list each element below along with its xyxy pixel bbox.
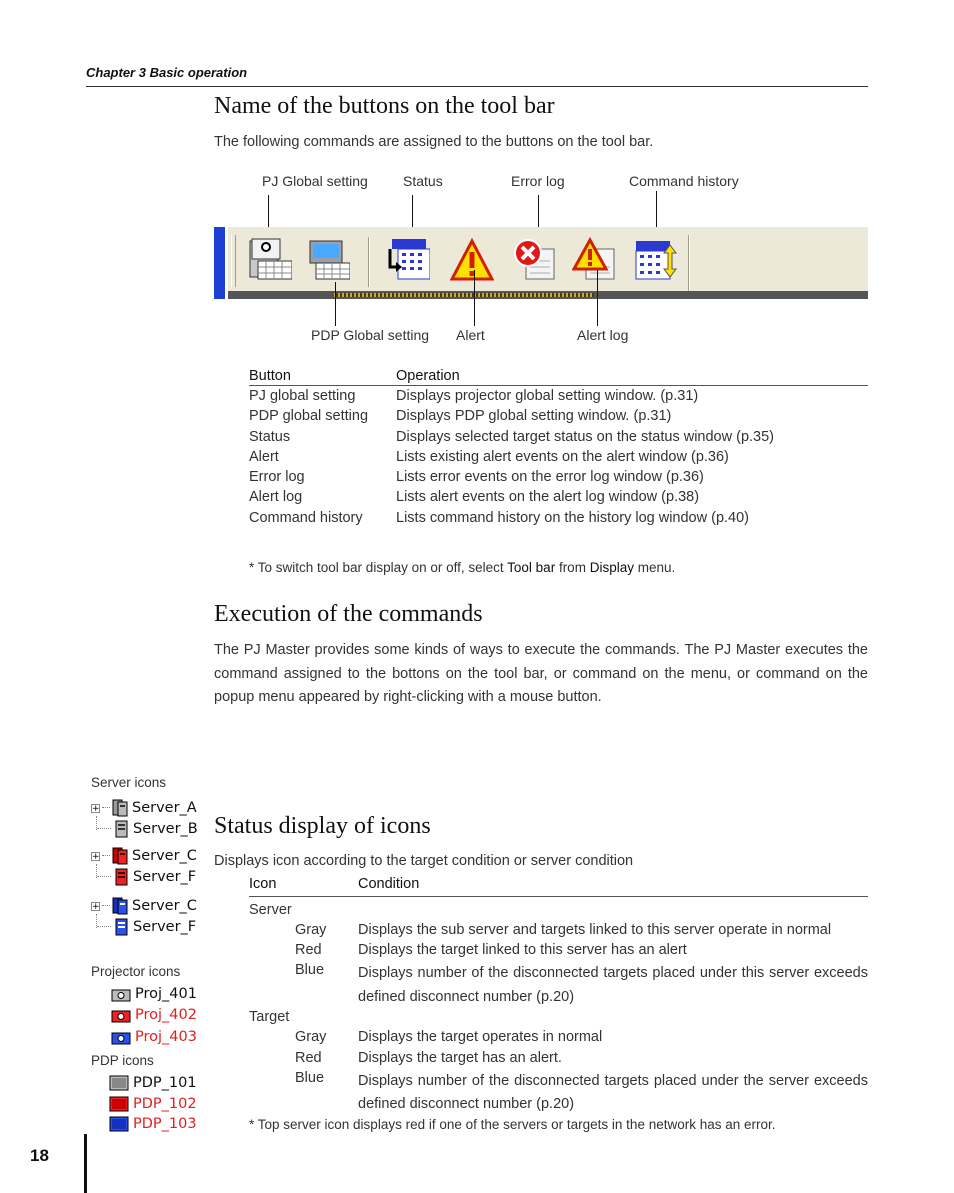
button-name: Command history bbox=[249, 509, 363, 526]
chapter-header: Chapter 3 Basic operation bbox=[86, 65, 248, 80]
tree-item-server[interactable] bbox=[91, 846, 197, 866]
server-gray-group-icon bbox=[112, 799, 128, 817]
toolbar-intro: The following commands are assigned to the buttons on the tool bar. bbox=[214, 134, 654, 150]
tree-item-projector[interactable] bbox=[111, 1005, 197, 1025]
callout-error-log: Error log bbox=[511, 173, 565, 189]
status-color-label: Blue bbox=[295, 962, 325, 978]
pdp-global-setting-icon bbox=[306, 237, 350, 283]
button-name: Alert log bbox=[249, 489, 303, 506]
table-row bbox=[249, 469, 868, 489]
table-row bbox=[249, 510, 868, 530]
callout-pdp-global-setting: PDP Global setting bbox=[311, 327, 430, 343]
table-header-operation: Operation bbox=[396, 368, 868, 386]
projector-red-icon bbox=[111, 1006, 131, 1024]
status-condition-text: Displays number of the disconnected targets placed under this server exceeds defined disconnect number (p.20) bbox=[358, 965, 868, 1005]
button-name: PDP global setting bbox=[249, 408, 369, 425]
alert-button[interactable] bbox=[450, 237, 494, 283]
alert-log-button[interactable] bbox=[572, 237, 616, 283]
pdp-gray-icon bbox=[109, 1074, 129, 1092]
status-color-label: Gray bbox=[295, 1029, 327, 1045]
tree-item-projector[interactable] bbox=[111, 1027, 197, 1047]
alert-icon bbox=[450, 237, 494, 283]
table-header-button: Button bbox=[249, 368, 396, 386]
tree-item-pdp[interactable] bbox=[109, 1114, 197, 1134]
status-button[interactable] bbox=[386, 237, 430, 283]
tree-item-projector[interactable] bbox=[111, 984, 197, 1004]
status-condition-text: Displays the target operates in normal bbox=[358, 1029, 603, 1045]
button-operation-table bbox=[249, 368, 868, 530]
pdp-name: PDP_102 bbox=[133, 1096, 197, 1112]
callout-alert-log: Alert log bbox=[577, 327, 629, 343]
command-history-icon bbox=[634, 237, 678, 283]
window-edge bbox=[214, 227, 225, 299]
button-name: PJ global setting bbox=[249, 388, 356, 404]
table-row bbox=[249, 386, 868, 409]
server-name: Server_C bbox=[132, 898, 197, 914]
expand-icon[interactable]: + bbox=[92, 851, 100, 862]
header-rule bbox=[86, 86, 868, 87]
pdp-red-icon bbox=[109, 1095, 129, 1113]
tree-connector bbox=[97, 876, 111, 878]
table-row bbox=[249, 408, 868, 428]
status-color-label: Gray bbox=[295, 922, 327, 938]
table-row bbox=[249, 449, 868, 469]
expand-icon[interactable]: + bbox=[92, 803, 100, 814]
note-menu-toolbar: Tool bar bbox=[507, 560, 556, 575]
button-name: Alert bbox=[249, 448, 279, 465]
status-condition-text: Displays the sub server and targets linked to this server operate in normal bbox=[358, 922, 832, 938]
pdp-icons-label: PDP icons bbox=[91, 1053, 154, 1068]
note-suffix: menu. bbox=[633, 560, 676, 575]
toolbar-separator bbox=[368, 237, 370, 287]
toolbar-section-title: Name of the buttons on the tool bar bbox=[214, 93, 555, 119]
tree-item-server[interactable] bbox=[91, 798, 197, 818]
projector-icons-label: Projector icons bbox=[91, 964, 181, 979]
error-log-button[interactable] bbox=[512, 237, 556, 283]
projector-name: Proj_403 bbox=[135, 1029, 197, 1045]
server-name: Server_A bbox=[132, 800, 197, 816]
tree-connector bbox=[97, 926, 111, 928]
command-history-button[interactable] bbox=[634, 237, 678, 283]
tree-item-server[interactable] bbox=[97, 917, 196, 937]
tree-connector bbox=[102, 905, 110, 907]
note-prefix: * To switch tool bar display on or off, select bbox=[249, 560, 508, 575]
status-condition-text: Displays the target linked to this server has an alert bbox=[358, 942, 687, 958]
status-group-server: Server bbox=[249, 902, 292, 918]
table-header-row bbox=[249, 368, 868, 386]
operation-text: Lists error events on the error log window (p.36) bbox=[396, 469, 704, 486]
operation-text: Displays selected target status on the status window (p.35) bbox=[396, 428, 774, 445]
status-header-condition: Condition bbox=[358, 876, 420, 892]
tree-item-server[interactable] bbox=[91, 896, 197, 916]
server-name: Server_C bbox=[132, 848, 197, 864]
status-color-label: Red bbox=[295, 942, 322, 958]
status-condition-text: Displays number of the disconnected targets placed under the server exceeds defined disconnect number (p.20) bbox=[358, 1073, 868, 1112]
status-intro: Displays icon according to the target condition or server condition bbox=[214, 853, 634, 869]
leader-line bbox=[474, 270, 475, 326]
status-section-title: Status display of icons bbox=[214, 813, 431, 839]
server-red-group-icon bbox=[112, 847, 128, 865]
projector-name: Proj_401 bbox=[135, 986, 197, 1002]
server-red-icon bbox=[113, 868, 129, 886]
server-gray-icon bbox=[113, 820, 129, 838]
callout-alert: Alert bbox=[456, 327, 485, 343]
status-header-icon: Icon bbox=[249, 876, 277, 892]
alert-log-icon bbox=[572, 237, 616, 283]
execution-body: The PJ Master provides some kinds of ways to execute the commands. The PJ Master executes the command assigned to the bottons on the tool bar, or command on the menu, or command on the popup menu appeared by right-clicking with a mouse button. bbox=[214, 642, 868, 705]
projector-blue-icon bbox=[111, 1028, 131, 1046]
tree-connector bbox=[102, 807, 110, 809]
toolbar-note bbox=[249, 560, 675, 575]
toolbar-screenshot bbox=[214, 227, 868, 299]
operation-text: Displays PDP global setting window. (p.31) bbox=[396, 408, 672, 425]
status-group-target: Target bbox=[249, 1009, 290, 1025]
projector-gray-icon bbox=[111, 985, 131, 1003]
note-mid: from bbox=[555, 560, 590, 575]
pj-global-setting-icon bbox=[248, 237, 292, 283]
server-icons-label: Server icons bbox=[91, 775, 167, 790]
leader-line bbox=[597, 270, 598, 326]
pdp-name: PDP_101 bbox=[133, 1075, 197, 1091]
leader-line bbox=[335, 282, 336, 326]
note-menu-display: Display bbox=[589, 560, 634, 575]
tree-item-server[interactable] bbox=[97, 819, 198, 839]
projector-name: Proj_402 bbox=[135, 1007, 197, 1023]
pj-global-setting-button[interactable] bbox=[248, 237, 292, 283]
operation-text: Lists existing alert events on the alert window (p.36) bbox=[396, 448, 729, 465]
status-condition-text: Displays the target has an alert. bbox=[358, 1050, 562, 1066]
tree-item-pdp[interactable] bbox=[109, 1094, 197, 1114]
operation-text: Lists command history on the history log window (p.40) bbox=[396, 509, 749, 526]
window-content-pattern bbox=[334, 293, 594, 297]
button-name: Status bbox=[249, 428, 291, 445]
pdp-name: PDP_103 bbox=[133, 1116, 197, 1132]
server-blue-icon bbox=[113, 918, 129, 936]
error-log-icon bbox=[512, 237, 556, 283]
operation-text: Lists alert events on the alert log window (p.38) bbox=[396, 489, 700, 506]
tree-item-pdp[interactable] bbox=[109, 1073, 197, 1093]
callout-command-history: Command history bbox=[629, 173, 739, 189]
server-blue-group-icon bbox=[112, 897, 128, 915]
table-row bbox=[249, 489, 868, 509]
tree-connector bbox=[102, 855, 110, 857]
status-color-label: Blue bbox=[295, 1070, 325, 1086]
callout-pj-global-setting: PJ Global setting bbox=[262, 173, 368, 189]
execution-section-title: Execution of the commands bbox=[214, 601, 483, 627]
server-name: Server_F bbox=[133, 919, 197, 935]
status-icon bbox=[386, 237, 430, 283]
server-name: Server_F bbox=[133, 869, 197, 885]
status-color-label: Red bbox=[295, 1050, 322, 1066]
pdp-global-setting-button[interactable] bbox=[306, 237, 350, 283]
pdp-blue-icon bbox=[109, 1115, 129, 1133]
operation-text: Displays projector global setting window. (p.31) bbox=[396, 388, 699, 404]
button-name: Error log bbox=[249, 469, 305, 486]
window-border bbox=[225, 227, 228, 299]
page-margin-bar bbox=[84, 1134, 87, 1193]
status-table-header bbox=[249, 876, 868, 897]
toolbar-grip bbox=[231, 235, 236, 287]
tree-connector bbox=[97, 828, 111, 830]
expand-icon[interactable]: + bbox=[92, 901, 100, 912]
server-name: Server_B bbox=[133, 821, 198, 837]
table-row bbox=[249, 429, 868, 449]
tree-item-server[interactable] bbox=[97, 867, 196, 887]
callout-status: Status bbox=[403, 173, 443, 189]
toolbar-end bbox=[688, 235, 690, 291]
status-note: * Top server icon displays red if one of the servers or targets in the network has an error. bbox=[249, 1117, 776, 1132]
page-number: 18 bbox=[30, 1146, 49, 1165]
